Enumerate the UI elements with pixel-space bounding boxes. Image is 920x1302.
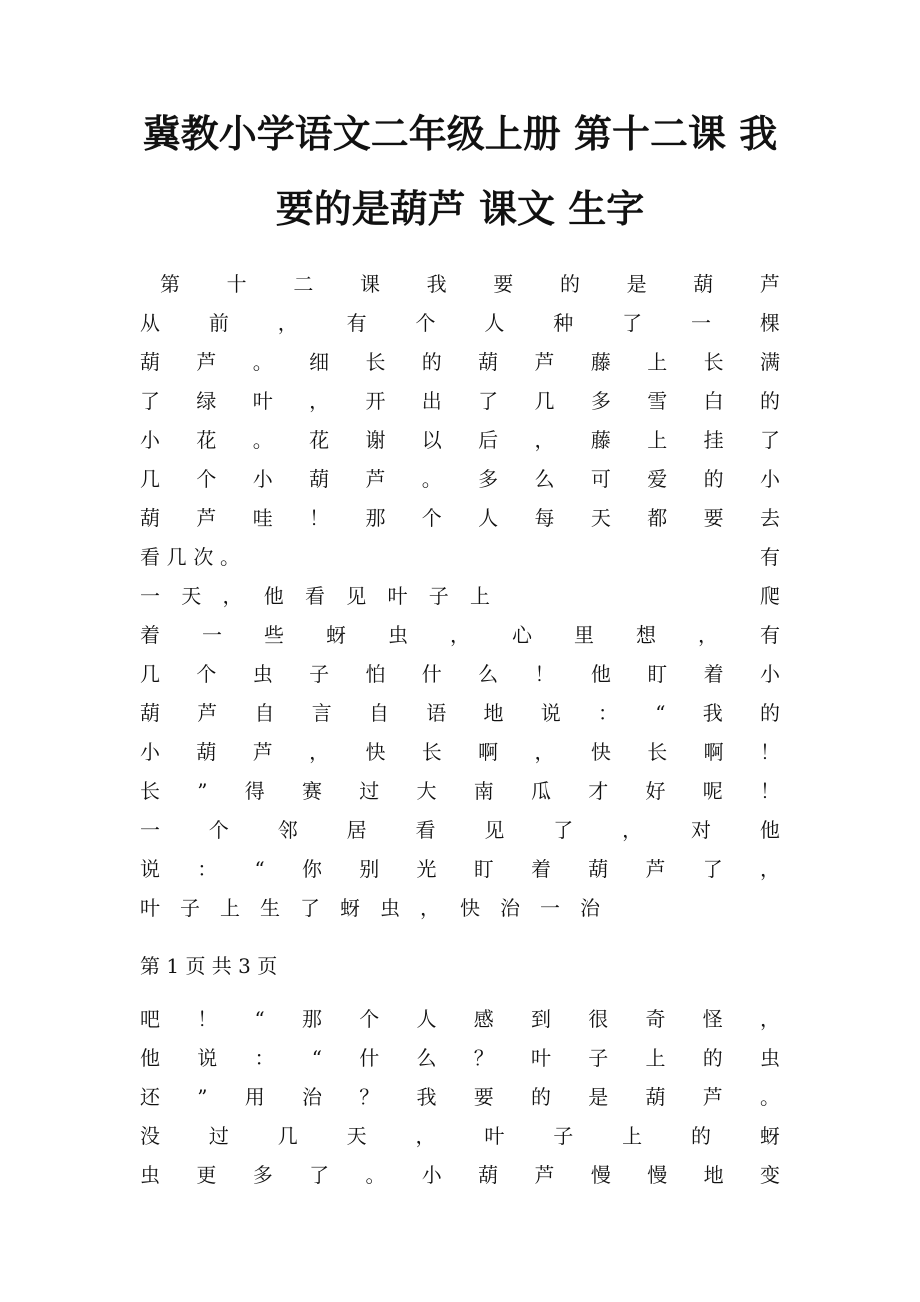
char: 好 (645, 779, 666, 803)
char: 几 (140, 662, 160, 686)
page-2-line-3 (140, 1085, 780, 1109)
char: 要 (703, 506, 724, 530)
char: ： (197, 857, 218, 881)
char: 得 (244, 779, 265, 803)
char: 天 (181, 584, 202, 608)
char: 赛 (301, 779, 322, 803)
char: 什 (359, 1046, 380, 1070)
char: 葫 (478, 350, 499, 374)
char: 生 (260, 896, 280, 920)
char: ！ (759, 779, 780, 803)
char: 子 (553, 1124, 574, 1148)
char: 慢 (590, 1163, 611, 1187)
char: 子 (588, 1046, 609, 1070)
char: 的 (759, 701, 780, 725)
char: ， (415, 1124, 436, 1148)
char: 。 (365, 1163, 386, 1187)
char: 二 (293, 272, 314, 296)
char: 芦 (197, 701, 218, 725)
char: “ (655, 701, 666, 725)
char: 上 (647, 428, 668, 452)
char: ， (534, 428, 555, 452)
char: 虫 (759, 1046, 780, 1070)
char: 芦 (645, 857, 666, 881)
char: 几 (277, 1124, 298, 1148)
char: 第 (160, 272, 180, 296)
char: 是 (588, 1085, 609, 1109)
char: 小 (421, 1163, 442, 1187)
char: 个 (359, 1007, 380, 1031)
char: 叶 (140, 896, 160, 920)
char: 爬 (760, 584, 780, 608)
char: “ (311, 1046, 322, 1070)
page-1-line-2 (140, 311, 780, 335)
page-2-line-5 (140, 1163, 780, 1187)
char: 开 (365, 389, 386, 413)
char: 以 (421, 428, 442, 452)
char: 子 (428, 584, 449, 608)
page-1-line-7 (140, 506, 780, 530)
char: 他 (140, 1046, 160, 1070)
char: 是 (626, 272, 647, 296)
char: ， (534, 740, 555, 764)
char: 光 (416, 857, 437, 881)
char: 。 (219, 545, 240, 569)
char: 叶 (252, 389, 273, 413)
char: 都 (647, 506, 668, 530)
char: 人 (416, 1007, 437, 1031)
char: 奇 (645, 1007, 666, 1031)
char: ， (759, 857, 780, 881)
char: ， (309, 740, 330, 764)
char: 语 (426, 701, 447, 725)
char: 说 (540, 701, 561, 725)
char: 芦 (759, 272, 780, 296)
char: 说 (140, 857, 160, 881)
page-1-line-15 (140, 740, 780, 764)
char: 了 (702, 857, 723, 881)
char: 叶 (484, 1124, 505, 1148)
char: 去 (759, 506, 780, 530)
char: 没 (140, 1124, 160, 1148)
char: 一 (691, 311, 711, 335)
char: 大 (416, 779, 437, 803)
char: 葫 (478, 1163, 499, 1187)
char: 棵 (759, 311, 780, 335)
char: 芦 (534, 350, 555, 374)
char: 葫 (140, 350, 160, 374)
char: 人 (478, 506, 499, 530)
char: 人 (484, 311, 505, 335)
char: 长 (365, 350, 386, 374)
char: 自 (254, 701, 275, 725)
char: 南 (473, 779, 494, 803)
char: 蚜 (326, 623, 346, 647)
char: 快 (365, 740, 386, 764)
document-title-line-2: 要的是葫芦 课文 生字 (275, 187, 645, 231)
char: 看 (305, 584, 325, 608)
char: 着 (530, 857, 551, 881)
char: 爱 (647, 467, 668, 491)
char: 多 (252, 1163, 273, 1187)
char: 见 (484, 818, 505, 842)
char: ， (277, 311, 298, 335)
char: 的 (702, 1046, 723, 1070)
char: 你 (301, 857, 322, 881)
char: 他 (759, 818, 780, 842)
char: 盯 (473, 857, 494, 881)
char: 居 (346, 818, 367, 842)
char: 怕 (365, 662, 386, 686)
char: 白 (703, 389, 724, 413)
char: 他 (263, 584, 284, 608)
char: 花 (309, 428, 330, 452)
char: 葫 (309, 467, 330, 491)
char: 的 (691, 1124, 711, 1148)
char: 个 (196, 662, 217, 686)
char: 有 (760, 545, 780, 569)
char: 个 (421, 506, 442, 530)
page-1-line-10 (140, 584, 490, 608)
char: ！ (197, 1007, 218, 1031)
char: 几 (166, 545, 187, 569)
char: 啊 (703, 740, 724, 764)
char: 花 (196, 428, 217, 452)
char: 虫 (140, 1163, 160, 1187)
char: 芦 (252, 740, 273, 764)
page-1-line-17 (140, 818, 780, 842)
char: 变 (759, 1163, 780, 1187)
char: 么 (534, 467, 555, 491)
char: 的 (421, 350, 442, 374)
char: 葫 (140, 506, 160, 530)
char: 想 (636, 623, 656, 647)
char: 我 (416, 1085, 437, 1109)
char: 了 (759, 428, 780, 452)
char: 地 (703, 1163, 724, 1187)
char: 种 (553, 311, 574, 335)
char: ， (222, 584, 243, 608)
char: 我 (426, 272, 447, 296)
char: ” (197, 1085, 208, 1109)
page-1-line-4 (140, 389, 780, 413)
page-footer: 第 1 页 共 3 页 (140, 954, 278, 978)
char: 瓜 (530, 779, 551, 803)
char: 感 (473, 1007, 494, 1031)
char: 过 (208, 1124, 229, 1148)
char: 么 (416, 1046, 437, 1070)
char: 里 (574, 623, 594, 647)
char: 吧 (140, 1007, 160, 1031)
char: 子 (309, 662, 330, 686)
char: 。 (759, 1085, 780, 1109)
char: 子 (180, 896, 200, 920)
page-1-line-6 (140, 467, 780, 491)
char: 葫 (140, 701, 160, 725)
char: 虫 (388, 623, 408, 647)
char: 个 (415, 311, 436, 335)
char: 多 (590, 389, 611, 413)
char: 那 (301, 1007, 322, 1031)
char: 个 (196, 467, 217, 491)
char: 前 (208, 311, 229, 335)
char: 后 (478, 428, 499, 452)
char: 我 (702, 701, 723, 725)
page-2-line-2 (140, 1046, 780, 1070)
char: 有 (346, 311, 367, 335)
char: 一 (202, 623, 222, 647)
char: 治 (500, 896, 520, 920)
char: ， (450, 623, 470, 647)
char: 上 (622, 1124, 643, 1148)
char: 了 (478, 389, 499, 413)
char: 了 (309, 1163, 330, 1187)
char: 次 (193, 545, 214, 569)
char: 了 (140, 389, 160, 413)
page-1-line-13 (140, 662, 780, 686)
char: 一 (140, 584, 160, 608)
char: 啊 (478, 740, 499, 764)
char: ！ (534, 662, 555, 686)
char: 藤 (590, 428, 611, 452)
page-1-line-16 (140, 779, 780, 803)
char: 要 (473, 1085, 494, 1109)
char: 出 (421, 389, 442, 413)
char: 上 (470, 584, 490, 608)
char: 看 (415, 818, 436, 842)
page-1-line-3 (140, 350, 780, 374)
document-title-line-1: 冀教小学语文二年级上册 第十二课 我 (142, 112, 778, 156)
char: 细 (309, 350, 330, 374)
char: 见 (346, 584, 367, 608)
char: 有 (760, 623, 780, 647)
char: 小 (759, 662, 780, 686)
char: ， (420, 896, 440, 920)
char: 自 (369, 701, 389, 725)
char: 芦 (196, 350, 217, 374)
char: 的 (530, 1085, 551, 1109)
char: 了 (300, 896, 320, 920)
char: 了 (622, 311, 643, 335)
page-1-line-12 (140, 623, 780, 647)
page-1-line-14 (140, 701, 780, 725)
char: ， (622, 818, 643, 842)
char: 对 (691, 818, 711, 842)
char: 地 (483, 701, 504, 725)
char: 些 (264, 623, 284, 647)
page-1-line-19 (140, 896, 600, 920)
char: 要 (493, 272, 514, 296)
char: 上 (645, 1046, 666, 1070)
char: 小 (759, 467, 780, 491)
char: 长 (703, 350, 724, 374)
char: 长 (421, 740, 442, 764)
char: 葫 (693, 272, 714, 296)
char: 治 (301, 1085, 322, 1109)
char: 那 (365, 506, 386, 530)
char: 。 (421, 467, 442, 491)
page-1-line-5 (140, 428, 780, 452)
page-1-line-18 (140, 857, 780, 881)
char: 挂 (703, 428, 724, 452)
char: 几 (534, 389, 555, 413)
char: 的 (759, 389, 780, 413)
char: 多 (478, 467, 499, 491)
char: ， (309, 389, 330, 413)
char: 上 (220, 896, 240, 920)
char: 一 (140, 818, 160, 842)
page-1-line-8 (140, 545, 240, 569)
char: 用 (244, 1085, 265, 1109)
char: 藤 (590, 350, 611, 374)
char: 芦 (196, 506, 217, 530)
char: 十 (226, 272, 247, 296)
char: 治 (580, 896, 600, 920)
char: 着 (703, 662, 724, 686)
char: 小 (140, 428, 160, 452)
page-1-line-1 (160, 272, 780, 296)
char: 虫 (252, 662, 273, 686)
char: 上 (647, 350, 668, 374)
char: 天 (346, 1124, 367, 1148)
char: 的 (703, 467, 724, 491)
char: 看 (140, 545, 160, 569)
char: “ (254, 857, 265, 881)
char: 才 (588, 779, 609, 803)
char: ！ (309, 506, 330, 530)
char: 的 (559, 272, 580, 296)
char: 他 (590, 662, 611, 686)
char: ？ (473, 1046, 494, 1070)
char: 长 (647, 740, 668, 764)
char: ： (254, 1046, 275, 1070)
char: “ (254, 1007, 265, 1031)
char: 还 (140, 1085, 160, 1109)
char: ！ (759, 740, 780, 764)
char: 小 (252, 467, 273, 491)
char: 葫 (196, 740, 217, 764)
char: 哇 (252, 506, 273, 530)
char: 到 (530, 1007, 551, 1031)
char: 芦 (702, 1085, 723, 1109)
char: 了 (553, 818, 574, 842)
char: 个 (208, 818, 229, 842)
char: 呢 (702, 779, 723, 803)
char: 天 (590, 506, 611, 530)
char: 满 (759, 350, 780, 374)
page-2-line-4 (140, 1124, 780, 1148)
char: ， (698, 623, 718, 647)
char: 可 (590, 467, 611, 491)
char: 说 (197, 1046, 218, 1070)
char: 小 (140, 740, 160, 764)
char: ？ (359, 1085, 380, 1109)
char: 过 (359, 779, 380, 803)
char: 绿 (196, 389, 217, 413)
char: 叶 (530, 1046, 551, 1070)
char: 别 (359, 857, 380, 881)
char: 很 (588, 1007, 609, 1031)
char: 从 (140, 311, 160, 335)
page-1-line-9 (740, 545, 780, 569)
char: ： (598, 701, 618, 725)
char: 么 (478, 662, 499, 686)
char: 几 (140, 467, 160, 491)
char: 。 (252, 428, 273, 452)
char: 每 (534, 506, 555, 530)
char: 虫 (380, 896, 400, 920)
char: 长 (140, 779, 160, 803)
char: 言 (311, 701, 332, 725)
char: ， (759, 1007, 780, 1031)
char: 慢 (647, 1163, 668, 1187)
char: 盯 (647, 662, 668, 686)
char: 蚜 (759, 1124, 780, 1148)
page-2-line-1 (140, 1007, 780, 1031)
char: 谢 (365, 428, 386, 452)
char: 邻 (277, 818, 298, 842)
char: 雪 (647, 389, 668, 413)
char: 芦 (365, 467, 386, 491)
char: 怪 (702, 1007, 723, 1031)
char: 更 (196, 1163, 217, 1187)
char: 葫 (588, 857, 609, 881)
char: 。 (252, 350, 273, 374)
char: ” (197, 779, 208, 803)
char: 蚜 (340, 896, 360, 920)
char: 快 (590, 740, 611, 764)
char: 什 (421, 662, 442, 686)
char: 一 (540, 896, 560, 920)
char: 课 (359, 272, 380, 296)
char: 快 (460, 896, 480, 920)
char: 心 (512, 623, 532, 647)
char: 葫 (645, 1085, 666, 1109)
page-1-line-11 (740, 584, 780, 608)
char: 芦 (534, 1163, 555, 1187)
char: 叶 (387, 584, 408, 608)
char: 着 (140, 623, 160, 647)
